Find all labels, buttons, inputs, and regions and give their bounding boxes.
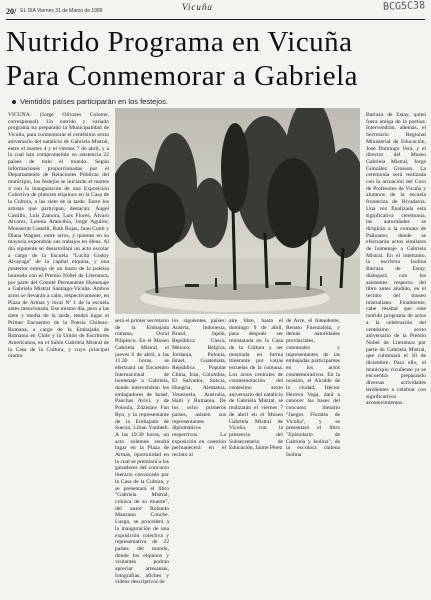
column-text: Barraza de Estay, quien fuera amiga de la poetisa. Intervendrán, además, el Secretario Regional Ministerial de Educación, José Domingo Vera, y el director del Museo Gabriela Mistral, Jorge González Grosson. La ceremonia será realizada con la actuación del Coro de Profesores de Vicuña y alumnos de la escuela fronteriza de Rivadavia. Una vez finalizada esta significativa ceremonia, las autoridades se dirigirán a la comuna de Paihuano, donde se efectuarán actos similares de homenaje a Gabriela Mistral. En el intertanto, la escritora Isolina Barraza de Estay, dialogará con los asistentes respecto del libro antes aludido, en el recinto del museo mistraliano. Finalmente, cabe resaltar que este nutrido programa de actos a la celebración del centésimo sexto aniversario de la Premio Nobel de Literatura por parte de Gabriela Mistral, que culminará el 10 de diciembre. Para ello, el municipio vicuñense ya se encuentra preparando diversas actividades tendientes a celebrar con significativos acontecimientos. <box>366 112 426 407</box>
headline-line-1: Nutrido Programa en Vicuña <box>6 26 353 58</box>
header-rule <box>6 19 425 20</box>
article-column-6 <box>366 112 426 598</box>
subheadline-text: Veintidós países participarán en los festejos. <box>20 97 169 106</box>
column-text: será el primer secretario de la Embajada rumana, Ooral Pilipescu. En el Museo Gabriela Mistral, el jueves 6 de abril, a las 11.30 horas, se efectuará un Encuentro Internacional de homenaje a Gabriela, donde intervendrán los embajadores de Israel, Panchas Avivi, y de Polonia, Zdzislaw Fan Ryn, y la representante de la Embajada de Suecia, Lilian Ynnbeth. A las 19.30 horas, un acto solemne tendrá lugar en la Plaza de Armas, oportunidad en la cual se premiará a los ganadores del concurso literario convocado por la Casa de la Cultura, y se presentará el libro "Gabriela Mistral, crónica de su muerte", del autor Rolando Manzano Conche. Luego, se procederá a la inauguración de una exposición colectiva y representativa de 22 países del mundo, donde los elquinos y visitantes podrán apreciar artesanías, fotografías, afiches y videos descriptivos de <box>115 318 169 586</box>
column-text: los siguientes países: Austria, Indonesia, Brasil, Japón, República Checa, México, Bélgica, Jordania, Polonia, Israel, Guatemala, República Popular China, Irán, Colombia, El Salvador, Suecia, Hungría, Alemania, Venezuela, Australia, Haití y Rumania. De los ocho primeros países, asisten sus representantes diplomáticos respectivos. La exposición en cuestión permanecerá en el recinto al <box>172 318 226 459</box>
headline <box>6 25 425 93</box>
bullet-icon <box>12 100 16 104</box>
section-name: Vicuña <box>182 2 213 12</box>
article-photo <box>115 108 360 314</box>
column-text: aire libre, hasta el domingo 9 de abril, para después ser reinstalada en la Casa de la Cultura y ser mostrada en forma itinerante por varias escuelas de la comuna. Los actos centrales de conmemoración del centésimo sexto aniversario del natalicio de Gabriela Mistral, se realizarán el viernes 7 de abril en el Museo Gabriela Mistral de Vicuña, con la presencia del Subsecretario de Educación, Jaime Pérez <box>229 318 283 452</box>
column-text: de Arce, el Intendente, Renato Fuenzalida, y demás autoridades provinciales, comunales y representantes de las embajadas participantes en los actos conmemorativos. En la ocasión, el Alcalde de la ciudad, Héctor Herrera Vega, dará a conocer las bases del concurso literario "Juegos Florales de Vicuña", y se presentará el libro "Epistolario de Gabriela y Isolina", de la escritora chilena Isolina <box>286 318 340 459</box>
page-number: 20/ <box>6 6 17 16</box>
article-column-2 <box>115 318 169 598</box>
article-column-3 <box>172 318 226 598</box>
archive-stamp: BCG5C38 <box>382 0 426 13</box>
article-column-4 <box>229 318 283 598</box>
column-text: VICUÑA. (Jorge Olivares Colome, corresponsal). Un nutrido y variado programa ha preparado la Municipalidad de Vicuña, para conmemorar el centésimo sexto aniversario del natalicio de Gabriela Mistral, entre el martes 4 y el viernes 7 de abril, y a la cual han comprometido su asistencia 22 países de todo el mundo. Según informaciones proporcionadas por el Departamento de Relaciones Públicas del municipio, los festejos se iniciarán el martes 4 con la inauguración de una Exposición Colectiva de pintores elquinos en la Casa de la Cultura, a las siete de la tarde. Entre los artistas que participan, destacan: Ángel Castillo, Luis Zamora, Luis Flores, Álvaro Alvarez, Lorena Arancibia, Jorge Aguirre, Monserrat Castelli, Ruth Rojas, Juan Conti y Diana Wagner, entre otros, y quienes en su mayoría expondrán sus trabajos en óleos. Al día siguiente se desarrollará un acto escolar a cargo de la Escuela "Lucila Godoy Alcayaga" de la capital elquina, y una posterior entrega de un busto de la poetisa laureada con el Premio Nobel de Literatura, por parte del Comité Permanente Homenaje a Gabriela Mistral Santiago-Vicuña. Ambos actos se llevarán a cabo, respectivamente, en Plaza de Armas y local Nº 1 de la escuela antes mencionada. Ese mismo día, pero a las siete y media de la tarde, tendrá lugar el Primer Encuentro de la Poesía Chileno-Rumana, a cargo de la Embajada de Rumania en Chile y la Unión de Escritores Americanos, en el Salón Gabriela Mistral de la Casa de la Cultura, y cuyo principal orador <box>8 112 109 360</box>
article-column-5 <box>286 318 340 598</box>
article-column-1 <box>8 112 109 598</box>
newspaper-dateline: EL DIA Viernes 31 de Marzo de 1989 <box>20 8 103 14</box>
headline-line-2: Para Conmemorar a Gabriela <box>6 60 358 92</box>
plaza-trees-photo <box>115 108 360 314</box>
page-header <box>6 3 423 19</box>
subheadline <box>12 97 168 106</box>
